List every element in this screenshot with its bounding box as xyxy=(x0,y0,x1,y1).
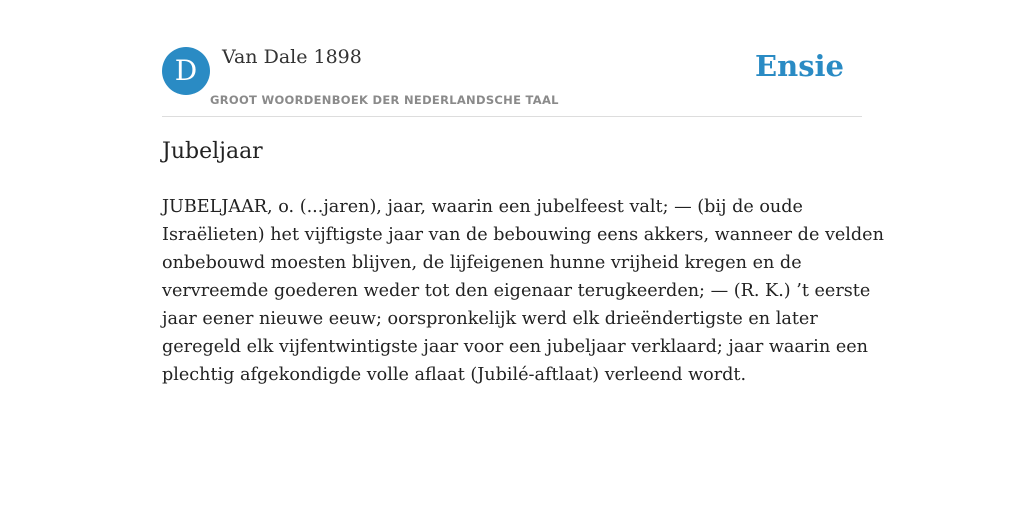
dictionary-subtitle: GROOT WOORDENBOEK DER NEDERLANDSCHE TAAL xyxy=(210,93,559,107)
dictionary-header xyxy=(162,44,862,117)
definition-line: jaar eener nieuwe eeuw; oorspronkelijk werd elk drieëndertigste en later xyxy=(162,309,818,329)
definition-line: plechtig afgekondigde volle aflaat (Jubilé-aftlaat) verleend wordt. xyxy=(162,365,747,385)
definition-line: onbebouwd moesten blijven, de lijfeigenen hunne vrijheid kregen en de xyxy=(162,253,802,273)
dictionary-avatar[interactable]: D xyxy=(162,47,210,95)
definition-line: JUBELJAAR, o. (...jaren), jaar, waarin een jubelfeest valt; — (bij de oude xyxy=(162,197,803,217)
dictionary-title[interactable]: Van Dale 1898 xyxy=(222,46,362,68)
definition-line: geregeld elk vijfentwintigste jaar voor een jubeljaar verklaard; jaar waarin een xyxy=(162,337,869,357)
ensie-logo-link[interactable]: Ensie xyxy=(755,49,844,83)
entry-definition xyxy=(162,193,884,389)
entry-title: Jubeljaar xyxy=(162,139,263,164)
definition-line: Israëlieten) het vijftigste jaar van de bebouwing eens akkers, wanneer de velden xyxy=(162,225,884,245)
definition-line: vervreemde goederen weder tot den eigenaar terugkeerden; — (R. K.) ’t eerste xyxy=(162,281,871,301)
